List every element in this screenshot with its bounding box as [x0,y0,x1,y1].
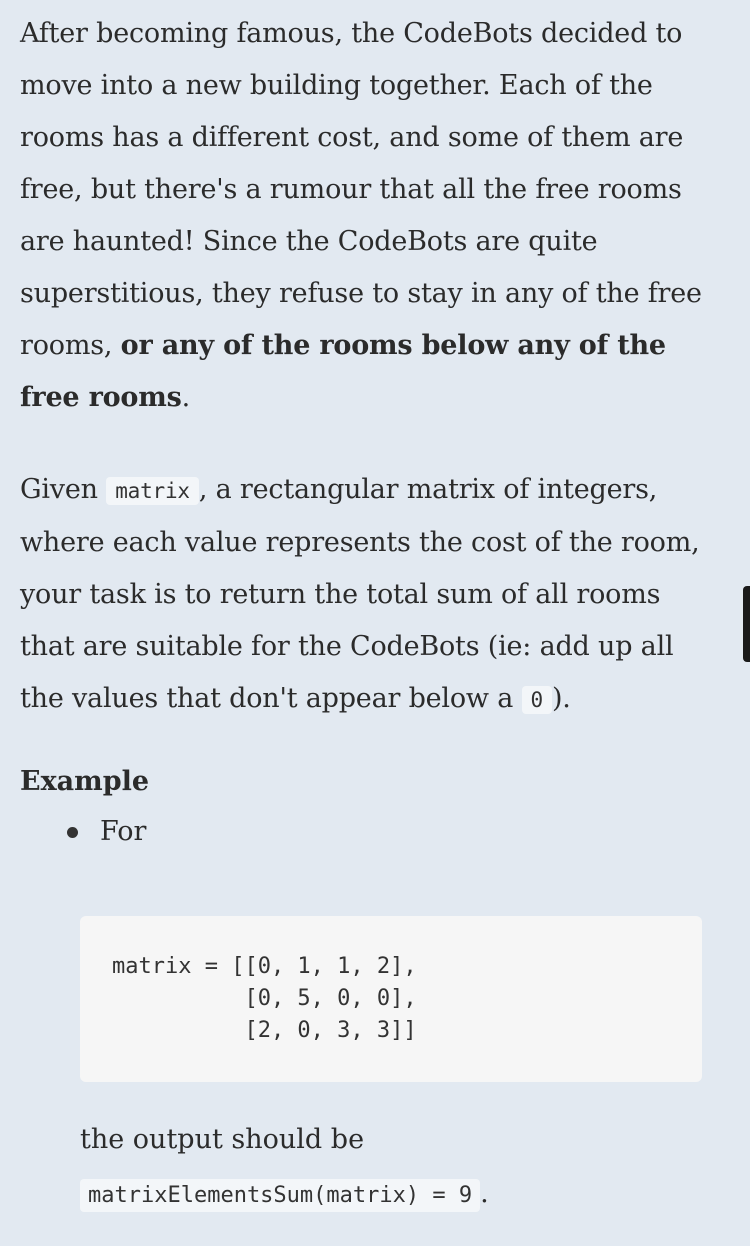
inline-code-matrix: matrix [106,477,199,505]
bullet-label: For [100,816,147,847]
problem-description [20,0,720,808]
inline-code-zero: 0 [522,686,552,714]
paragraph-2-end: ). [551,683,571,714]
paragraph-1-bold: or any of the rooms below any of the free rooms [20,330,666,413]
paragraph-2-given: Given [20,474,107,505]
scrollbar-handle[interactable] [743,586,750,662]
example-bullet-item [20,806,720,858]
code-block-text: matrix = [[0, 1, 1, 2], [0, 5, 0, 0], [2, 0, 3, 3]] [112,954,417,1043]
output-description: the output should be [80,1124,365,1155]
paragraph-1-end: . [181,382,190,413]
output-end-period: . [480,1178,489,1209]
description-paragraph-1 [20,0,720,424]
example-code-block [80,916,702,1082]
paragraph-2-text: , a rectangular matrix of integers, where each value represents the cost of the room, your task is to return the total sum of all rooms that are suitable for the CodeBots (ie: add up all the values that don't appear below a [20,474,700,714]
output-line [80,1174,489,1214]
bullet-icon [67,827,78,838]
description-paragraph-2 [20,464,720,726]
output-code: matrixElementsSum(matrix) = 9 [80,1179,480,1212]
paragraph-1-text: After becoming famous, the CodeBots decided to move into a new building together. Each of the rooms has a different cost, and some of them are free, but there's a rumour that all the free rooms are haunted! Since the CodeBots are quite superstitious, they refuse to stay in any of the free rooms, [20,18,702,361]
example-heading: Example [20,766,150,797]
